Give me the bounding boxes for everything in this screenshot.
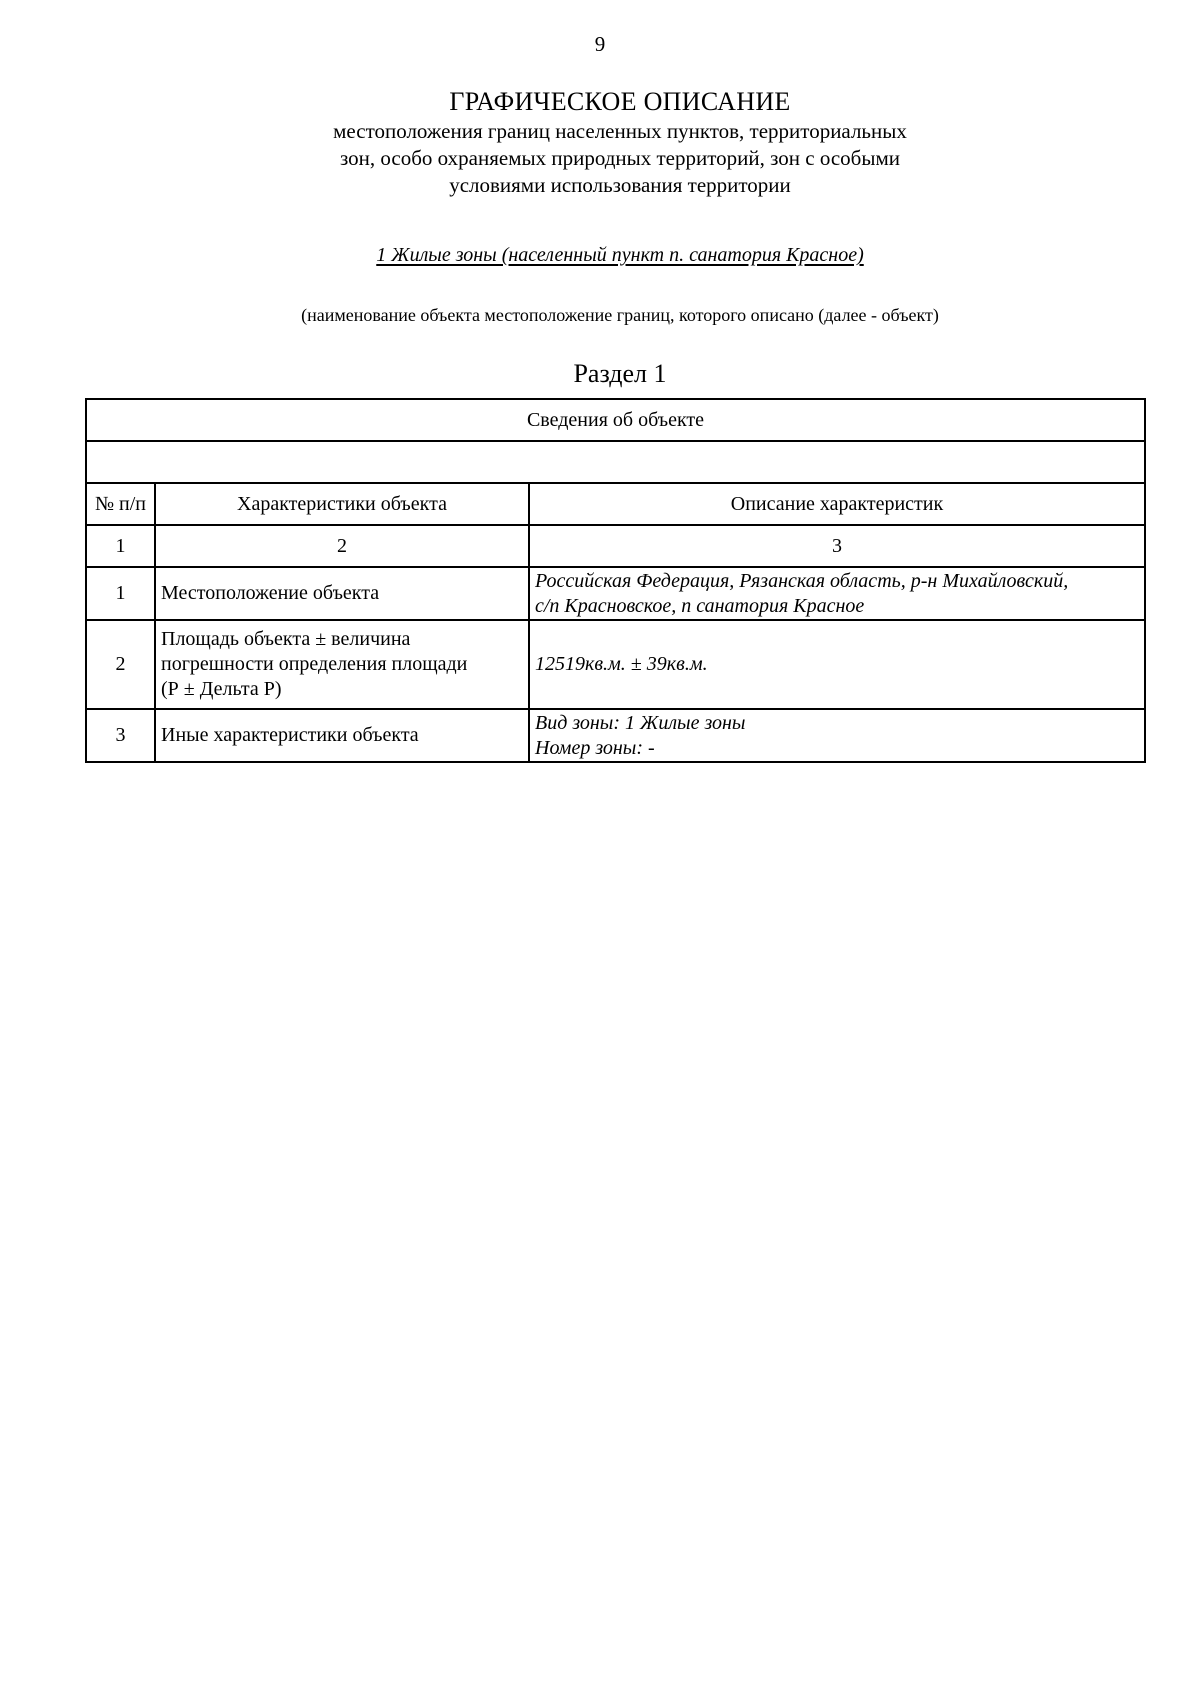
row-number: 1	[86, 567, 155, 620]
row-description-line: Вид зоны: 1 Жилые зоны	[535, 711, 746, 734]
row-description-line: с/п Красновское, п санатория Красное	[535, 594, 865, 617]
row-characteristic	[155, 709, 529, 762]
row-characteristic	[155, 620, 529, 709]
page-number: 9	[594, 32, 606, 56]
table-row	[86, 709, 1145, 762]
column-header-num: № п/п	[86, 483, 155, 525]
table-blank-cell	[86, 441, 1145, 483]
row-number: 3	[86, 709, 155, 762]
column-header-description: Описание характеристик	[529, 483, 1145, 525]
row-characteristic-line: погрешности определения площади	[161, 653, 468, 675]
row-characteristic-line: Иные характеристики объекта	[161, 724, 419, 746]
row-characteristic-line: Площадь объекта ± величина	[161, 628, 411, 650]
subtitle-line-1: местоположения границ населенных пунктов, территориальных	[333, 119, 907, 143]
document-title: ГРАФИЧЕСКОЕ ОПИСАНИЕ	[449, 87, 791, 116]
table-column-numbers	[86, 525, 1145, 567]
object-name-text: 1 Жилые зоны (населенный пункт п. санатория Красное)	[376, 244, 864, 266]
section-title: Раздел 1	[573, 359, 667, 388]
row-characteristic	[155, 567, 529, 620]
table-row	[86, 567, 1145, 620]
table-row	[86, 620, 1145, 709]
subtitle-line-2: зон, особо охраняемых природных территорий, зон с особыми	[339, 146, 901, 170]
document-subtitle	[250, 118, 990, 199]
subtitle-line-3: условиями использования территории	[449, 173, 791, 197]
row-description-line: Российская Федерация, Рязанская область, р-н Михайловский,	[535, 569, 1069, 592]
column-number-1: 1	[86, 525, 155, 567]
row-number: 2	[86, 620, 155, 709]
object-name-caption: (наименование объекта местоположение границ, которого описано (далее - объект)	[301, 305, 939, 325]
column-header-characteristic: Характеристики объекта	[155, 483, 529, 525]
object-name	[0, 244, 1200, 267]
row-description	[529, 567, 1145, 620]
object-info-table	[85, 398, 1146, 763]
column-number-2: 2	[155, 525, 529, 567]
row-characteristic-line: Местоположение объекта	[161, 582, 380, 604]
table-header: Сведения об объекте	[86, 399, 1145, 441]
row-description	[529, 620, 1145, 709]
column-number-3: 3	[529, 525, 1145, 567]
table-blank-row	[86, 441, 1145, 483]
row-description-line: Номер зоны: -	[535, 736, 655, 759]
row-description-line: 12519кв.м. ± 39кв.м.	[535, 653, 708, 675]
row-description	[529, 709, 1145, 762]
table-column-headers	[86, 483, 1145, 525]
row-characteristic-line: (Р ± Дельта Р)	[161, 678, 282, 700]
table-header-row	[86, 399, 1145, 441]
